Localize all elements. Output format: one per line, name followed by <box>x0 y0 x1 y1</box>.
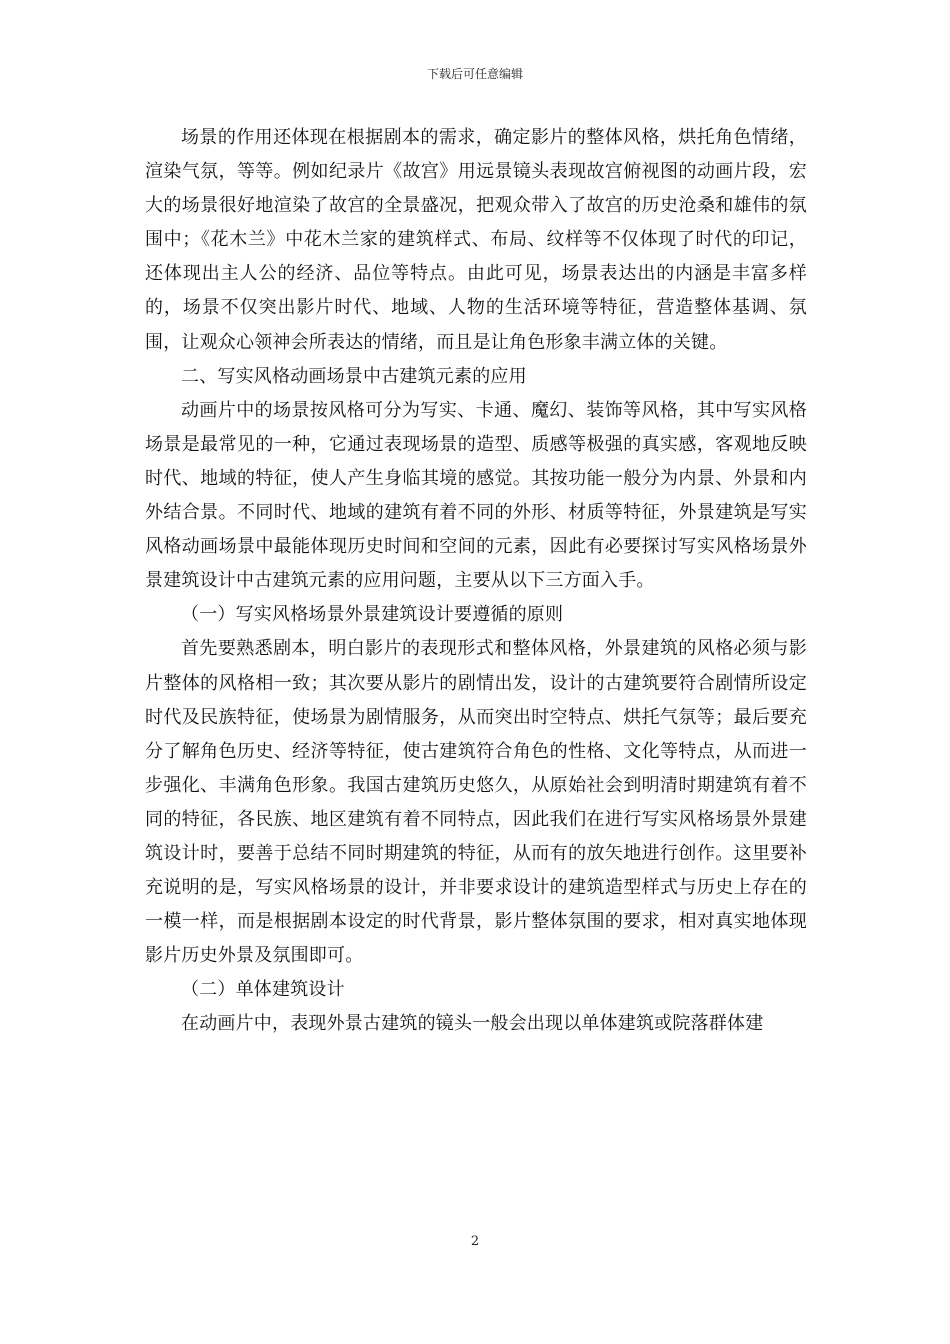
paragraph-design-principles: 首先要熟悉剧本，明白影片的表现形式和整体风格，外景建筑的风格必须与影片整体的风格相一致；其次要从影片的剧情出发，设计的古建筑要符合剧情所设定时代及民族特征，使场景为剧情服务，从而突出时空特点、烘托气氛等；最后要充分了解角色历史、经济等特征，使古建筑符合角色的性格、文化等特点，从而进一步强化、丰满角色形象。我国古建筑历史悠久，从原始社会到明清时期建筑有着不同的特征，各民族、地区建筑有着不同特点，因此我们在进行写实风格场景外景建筑设计时，要善于总结不同时期建筑的特征，从而有的放矢地进行创作。这里要补充说明的是，写实风格场景的设计，并非要求设计的建筑造型样式与历史上存在的一模一样，而是根据剧本设定的时代背景，影片整体氛围的要求，相对真实地体现影片历史外景及氛围即可。 <box>145 638 807 967</box>
paragraph-single-building: 在动画片中，表现外景古建筑的镜头一般会出现以单体建筑或院落群体建 <box>181 1013 764 1035</box>
subsection-heading-2: （二）单体建筑设计 <box>181 979 345 1001</box>
section-heading-2: 二、写实风格动画场景中古建筑元素的应用 <box>181 365 527 387</box>
paragraph-realistic-style: 动画片中的场景按风格可分为写实、卡通、魔幻、装饰等风格，其中写实风格场景是最常见的一种，它通过表现场景的造型、质感等极强的真实感，客观地反映时代、地域的特征，使人产生身临其境的感觉。其按功能一般分为内景、外景和内外结合景。不同时代、地域的建筑有着不同的外形、材质等特征，外景建筑是写实风格动画场景中最能体现历史时间和空间的元素，因此有必要探讨写实风格场景外景建筑设计中古建筑元素的应用问题，主要从以下三方面入手。 <box>145 399 807 592</box>
page-number: 2 <box>470 1234 480 1249</box>
document-body <box>145 121 807 1042</box>
page-header: 下载后可任意编辑 <box>426 67 523 81</box>
subsection-heading-1: （一）写实风格场景外景建筑设计要遵循的原则 <box>181 604 564 626</box>
paragraph-scene-function: 场景的作用还体现在根据剧本的需求，确定影片的整体风格，烘托角色情绪，渲染气氛，等等。例如纪录片《故宫》用远景镜头表现故宫俯视图的动画片段，宏大的场景很好地渲染了故宫的全景盛况，把观众带入了故宫的历史沧桑和雄伟的氛围中；《花木兰》中花木兰家的建筑样式、布局、纹样等不仅体现了时代的印记，还体现出主人公的经济、品位等特点。由此可见，场景表达出的内涵是丰富多样的，场景不仅突出影片时代、地域、人物的生活环境等特征，营造整体基调、氛围，让观众心领神会所表达的情绪，而且是让角色形象丰满立体的关键。 <box>145 127 807 353</box>
